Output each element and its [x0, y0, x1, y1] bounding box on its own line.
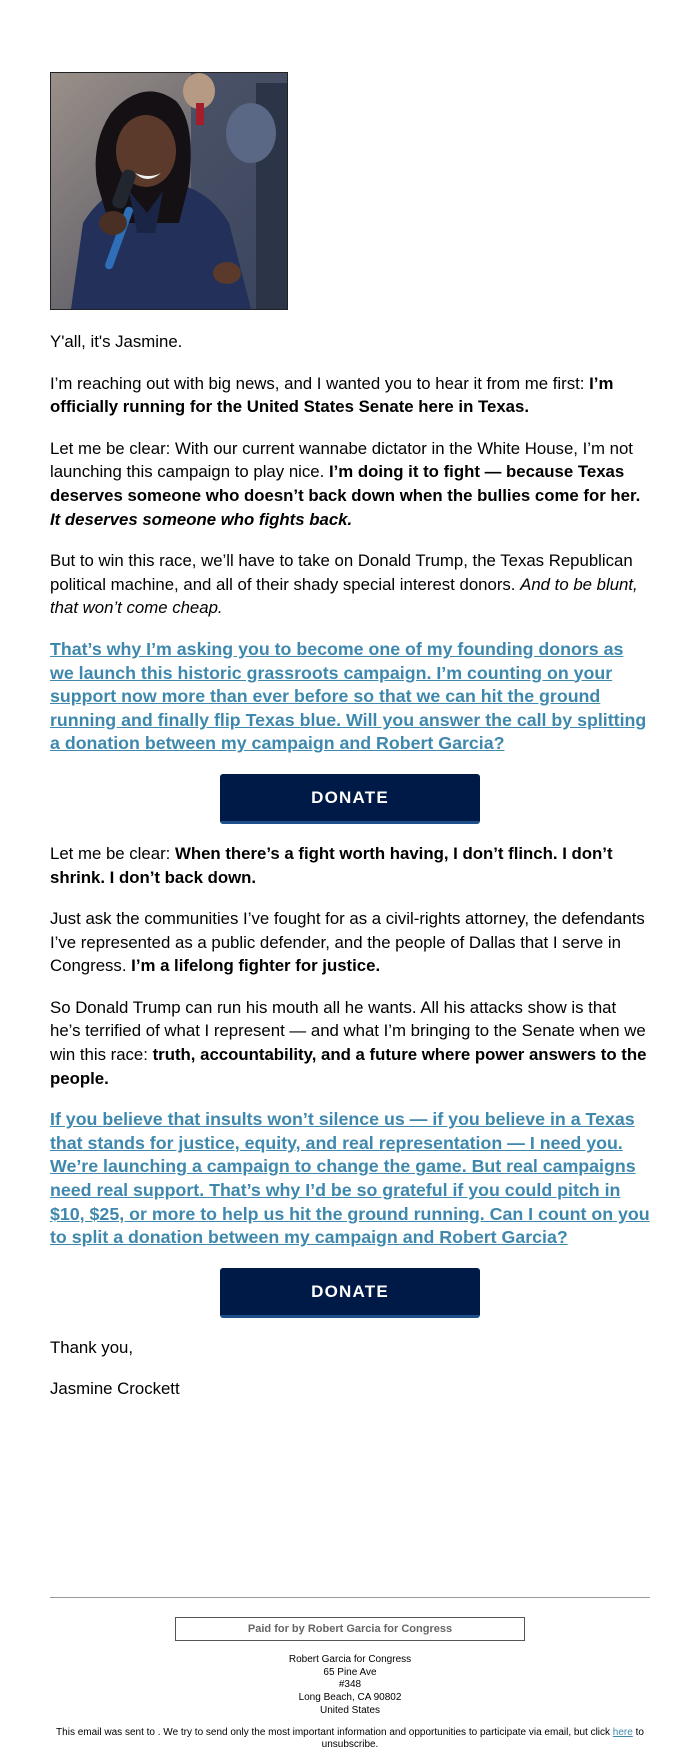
unsubscribe-notice: This email was sent to . We try to send only the most important information and opportunities to participate via email, but click here to unsubscribe.: [56, 1726, 644, 1751]
signature: Jasmine Crockett: [50, 1379, 180, 1399]
paragraph-announcement: I’m reaching out with big news, and I wanted you to hear it from me first: I’m officially running for the United States Senate here in Texas.: [50, 373, 614, 417]
donation-appeal-link-2[interactable]: If you believe that insults won’t silence us — if you believe in a Texas that stands for justice, equity, and real representation — I need you. We’re launching a campaign to change the game. But real campaigns need real support. That’s why I’d be so grateful if you could pitch in $10, $25, or more to help us hit the ground running. Can I count on you to split a donation between my campaign and Robert Garcia?: [50, 1109, 650, 1248]
unsubscribe-link[interactable]: here: [612, 1726, 633, 1738]
closing: Thank you,: [50, 1337, 134, 1357]
donate-button-2[interactable]: DONATE: [220, 1268, 480, 1318]
paragraph-communities: Just ask the communities I’ve fought for as a civil-rights attorney, the defendants I’ve represented as a public defender, and the people of Dallas that I serve in Congress. I’m a lifelong fighter for justice.: [50, 909, 645, 976]
mailing-address: Robert Garcia for Congress 65 Pine Ave #348 Long Beach, CA 90802 United States: [288, 1654, 412, 1716]
greeting: Y'all, it's Jasmine.: [50, 332, 183, 351]
paragraph-no-flinch: Let me be clear: When there’s a fight worth having, I don’t flinch. I don’t shrink. I don’t back down.: [50, 843, 613, 887]
paragraph-opponents: But to win this race, we’ll have to take on Donald Trump, the Texas Republican political machine, and all of their shady special interest donors. And to be blunt, that won’t come cheap.: [50, 551, 638, 618]
paid-for-disclaimer: Paid for by Robert Garcia for Congress: [175, 1617, 525, 1641]
footer-divider: [50, 1597, 650, 1598]
donate-button-1[interactable]: DONATE: [220, 774, 480, 824]
paragraph-trump-attacks: So Donald Trump can run his mouth all he wants. All his attacks show is that he’s terrified of what I represent — and what I’m bringing to the Senate when we win this race: truth, accountability, and a future where power answers to the people.: [50, 997, 647, 1088]
email-body: [50, 72, 650, 1419]
speaker-photo: [50, 72, 288, 310]
donation-appeal-link-1[interactable]: That’s why I’m asking you to become one of my founding donors as we launch this historic grassroots campaign. I’m counting on your support now more than ever before so that we can hit the ground running and finally flip Texas blue. Will you answer the call by splitting a donation between my campaign and Robert Garcia?: [50, 638, 647, 754]
email-footer: [50, 1597, 650, 1752]
paragraph-fight: Let me be clear: With our current wannabe dictator in the White House, I’m not launching this campaign to play nice. I’m doing it to fight — because Texas deserves someone who doesn’t back down when the bullies come for her. It deserves someone who fights back.: [50, 438, 641, 529]
